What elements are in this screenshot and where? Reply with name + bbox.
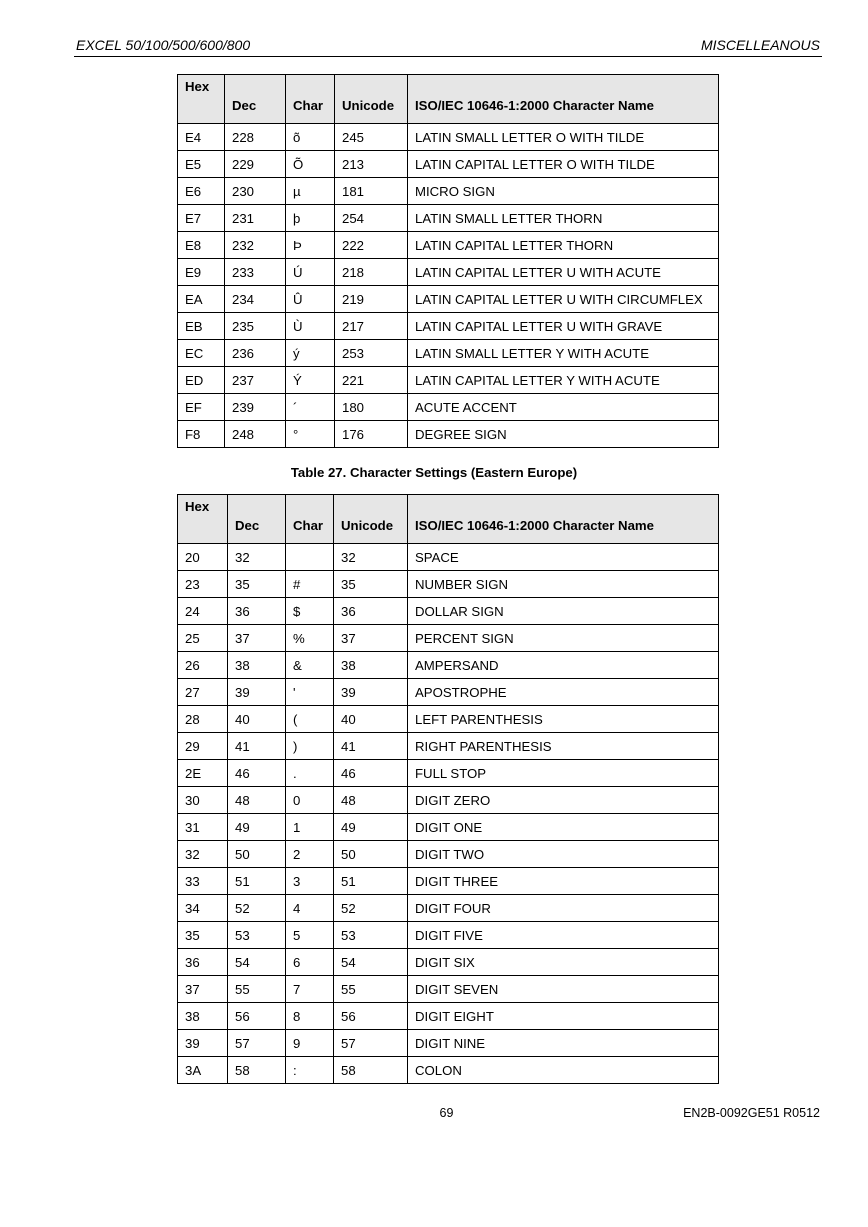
cell-dec: 36 bbox=[228, 598, 286, 625]
cell-char: # bbox=[286, 571, 334, 598]
cell-hex: 25 bbox=[178, 625, 228, 652]
cell-dec: 230 bbox=[225, 178, 286, 205]
cell-name: LATIN SMALL LETTER O WITH TILDE bbox=[408, 124, 719, 151]
table-row bbox=[178, 124, 719, 151]
cell-unicode: 39 bbox=[334, 679, 408, 706]
cell-hex: EA bbox=[178, 286, 225, 313]
cell-hex: 36 bbox=[178, 949, 228, 976]
cell-unicode: 51 bbox=[334, 868, 408, 895]
table-row bbox=[178, 868, 719, 895]
table-header-row bbox=[178, 495, 719, 544]
table-row bbox=[178, 922, 719, 949]
cell-char: ý bbox=[286, 340, 335, 367]
table-row bbox=[178, 286, 719, 313]
table-row bbox=[178, 976, 719, 1003]
cell-name: LEFT PARENTHESIS bbox=[408, 706, 719, 733]
cell-name: LATIN CAPITAL LETTER U WITH CIRCUMFLEX bbox=[408, 286, 719, 313]
cell-hex: E8 bbox=[178, 232, 225, 259]
table-body bbox=[178, 124, 719, 448]
cell-unicode: 217 bbox=[335, 313, 408, 340]
cell-char: % bbox=[286, 625, 334, 652]
cell-char: Ý bbox=[286, 367, 335, 394]
cell-dec: 239 bbox=[225, 394, 286, 421]
cell-char: Õ bbox=[286, 151, 335, 178]
table-row bbox=[178, 259, 719, 286]
cell-name: FULL STOP bbox=[408, 760, 719, 787]
cell-char: : bbox=[286, 1057, 334, 1084]
cell-unicode: 180 bbox=[335, 394, 408, 421]
table-row bbox=[178, 733, 719, 760]
cell-hex: ED bbox=[178, 367, 225, 394]
cell-unicode: 32 bbox=[334, 544, 408, 571]
cell-unicode: 58 bbox=[334, 1057, 408, 1084]
table-row bbox=[178, 421, 719, 448]
cell-dec: 46 bbox=[228, 760, 286, 787]
cell-name: PERCENT SIGN bbox=[408, 625, 719, 652]
table-row bbox=[178, 679, 719, 706]
cell-dec: 231 bbox=[225, 205, 286, 232]
cell-unicode: 53 bbox=[334, 922, 408, 949]
cell-hex: 3A bbox=[178, 1057, 228, 1084]
cell-dec: 35 bbox=[228, 571, 286, 598]
table-row bbox=[178, 895, 719, 922]
cell-name: DOLLAR SIGN bbox=[408, 598, 719, 625]
cell-name: DIGIT SIX bbox=[408, 949, 719, 976]
cell-unicode: 52 bbox=[334, 895, 408, 922]
col-header-dec: Dec bbox=[225, 75, 286, 124]
cell-dec: 51 bbox=[228, 868, 286, 895]
cell-name: DIGIT NINE bbox=[408, 1030, 719, 1057]
table-row bbox=[178, 625, 719, 652]
cell-name: APOSTROPHE bbox=[408, 679, 719, 706]
cell-hex: 30 bbox=[178, 787, 228, 814]
cell-dec: 56 bbox=[228, 1003, 286, 1030]
running-header-section: MISCELLEANOUS bbox=[700, 37, 820, 53]
cell-unicode: 37 bbox=[334, 625, 408, 652]
cell-char: 1 bbox=[286, 814, 334, 841]
cell-hex: E9 bbox=[178, 259, 225, 286]
cell-dec: 236 bbox=[225, 340, 286, 367]
cell-dec: 41 bbox=[228, 733, 286, 760]
table-caption: Table 27. Character Settings (Eastern Europe) bbox=[290, 465, 578, 480]
cell-dec: 49 bbox=[228, 814, 286, 841]
cell-name: LATIN CAPITAL LETTER Y WITH ACUTE bbox=[408, 367, 719, 394]
cell-unicode: 254 bbox=[335, 205, 408, 232]
cell-unicode: 46 bbox=[334, 760, 408, 787]
cell-hex: EF bbox=[178, 394, 225, 421]
col-header-unicode: Unicode bbox=[334, 495, 408, 544]
cell-dec: 50 bbox=[228, 841, 286, 868]
cell-dec: 32 bbox=[228, 544, 286, 571]
cell-hex: 38 bbox=[178, 1003, 228, 1030]
document-id: EN2B-0092GE51 R0512 bbox=[683, 1106, 820, 1120]
cell-unicode: 222 bbox=[335, 232, 408, 259]
cell-unicode: 54 bbox=[334, 949, 408, 976]
cell-char: õ bbox=[286, 124, 335, 151]
table-body bbox=[178, 544, 719, 1084]
cell-dec: 232 bbox=[225, 232, 286, 259]
cell-hex: 28 bbox=[178, 706, 228, 733]
cell-char: & bbox=[286, 652, 334, 679]
cell-dec: 235 bbox=[225, 313, 286, 340]
cell-unicode: 218 bbox=[335, 259, 408, 286]
cell-hex: E5 bbox=[178, 151, 225, 178]
cell-char: $ bbox=[286, 598, 334, 625]
cell-name: DIGIT TWO bbox=[408, 841, 719, 868]
cell-hex: EB bbox=[178, 313, 225, 340]
cell-unicode: 40 bbox=[334, 706, 408, 733]
cell-hex: 32 bbox=[178, 841, 228, 868]
character-table-1 bbox=[177, 74, 719, 448]
table-row bbox=[178, 232, 719, 259]
table-row bbox=[178, 178, 719, 205]
cell-name: DIGIT ZERO bbox=[408, 787, 719, 814]
running-header-title: EXCEL 50/100/500/600/800 bbox=[76, 37, 251, 53]
table-header-row bbox=[178, 75, 719, 124]
cell-char: ´ bbox=[286, 394, 335, 421]
cell-name: MICRO SIGN bbox=[408, 178, 719, 205]
cell-name: NUMBER SIGN bbox=[408, 571, 719, 598]
table-row bbox=[178, 760, 719, 787]
cell-hex: 31 bbox=[178, 814, 228, 841]
character-table-2 bbox=[177, 494, 719, 1084]
cell-char: 8 bbox=[286, 1003, 334, 1030]
cell-dec: 37 bbox=[228, 625, 286, 652]
cell-name: DIGIT ONE bbox=[408, 814, 719, 841]
cell-hex: E4 bbox=[178, 124, 225, 151]
table-row bbox=[178, 394, 719, 421]
cell-hex: 34 bbox=[178, 895, 228, 922]
col-header-unicode: Unicode bbox=[335, 75, 408, 124]
cell-unicode: 245 bbox=[335, 124, 408, 151]
cell-hex: 2E bbox=[178, 760, 228, 787]
cell-unicode: 41 bbox=[334, 733, 408, 760]
table-row bbox=[178, 205, 719, 232]
cell-name: LATIN CAPITAL LETTER O WITH TILDE bbox=[408, 151, 719, 178]
cell-char: ° bbox=[286, 421, 335, 448]
cell-dec: 228 bbox=[225, 124, 286, 151]
cell-dec: 40 bbox=[228, 706, 286, 733]
cell-dec: 233 bbox=[225, 259, 286, 286]
cell-dec: 39 bbox=[228, 679, 286, 706]
table-row bbox=[178, 313, 719, 340]
cell-char: Ú bbox=[286, 259, 335, 286]
cell-hex: F8 bbox=[178, 421, 225, 448]
table-row bbox=[178, 949, 719, 976]
cell-hex: 24 bbox=[178, 598, 228, 625]
cell-hex: 27 bbox=[178, 679, 228, 706]
cell-unicode: 48 bbox=[334, 787, 408, 814]
cell-name: DIGIT FIVE bbox=[408, 922, 719, 949]
cell-hex: E7 bbox=[178, 205, 225, 232]
cell-dec: 234 bbox=[225, 286, 286, 313]
header-rule bbox=[74, 56, 822, 57]
cell-unicode: 213 bbox=[335, 151, 408, 178]
cell-char: þ bbox=[286, 205, 335, 232]
cell-hex: 39 bbox=[178, 1030, 228, 1057]
cell-char: 6 bbox=[286, 949, 334, 976]
col-header-hex: Hex bbox=[178, 75, 225, 124]
cell-unicode: 36 bbox=[334, 598, 408, 625]
cell-name: RIGHT PARENTHESIS bbox=[408, 733, 719, 760]
cell-char: ' bbox=[286, 679, 334, 706]
cell-name: DIGIT EIGHT bbox=[408, 1003, 719, 1030]
table-row bbox=[178, 841, 719, 868]
cell-name: LATIN CAPITAL LETTER U WITH GRAVE bbox=[408, 313, 719, 340]
cell-name: COLON bbox=[408, 1057, 719, 1084]
cell-dec: 237 bbox=[225, 367, 286, 394]
cell-name: LATIN CAPITAL LETTER THORN bbox=[408, 232, 719, 259]
cell-char: µ bbox=[286, 178, 335, 205]
cell-char: 0 bbox=[286, 787, 334, 814]
cell-hex: EC bbox=[178, 340, 225, 367]
cell-unicode: 253 bbox=[335, 340, 408, 367]
cell-name: AMPERSAND bbox=[408, 652, 719, 679]
cell-char: . bbox=[286, 760, 334, 787]
col-header-hex: Hex bbox=[178, 495, 228, 544]
cell-unicode: 55 bbox=[334, 976, 408, 1003]
cell-unicode: 219 bbox=[335, 286, 408, 313]
cell-char: Û bbox=[286, 286, 335, 313]
cell-char: ( bbox=[286, 706, 334, 733]
page-number: 69 bbox=[439, 1106, 454, 1120]
col-header-char: Char bbox=[286, 75, 335, 124]
table-row bbox=[178, 1030, 719, 1057]
cell-dec: 229 bbox=[225, 151, 286, 178]
cell-name: LATIN CAPITAL LETTER U WITH ACUTE bbox=[408, 259, 719, 286]
cell-char: 5 bbox=[286, 922, 334, 949]
table-row bbox=[178, 1057, 719, 1084]
cell-name: LATIN SMALL LETTER THORN bbox=[408, 205, 719, 232]
cell-name: DIGIT SEVEN bbox=[408, 976, 719, 1003]
col-header-name: ISO/IEC 10646-1:2000 Character Name bbox=[408, 495, 719, 544]
cell-char: Ù bbox=[286, 313, 335, 340]
cell-hex: 29 bbox=[178, 733, 228, 760]
cell-dec: 54 bbox=[228, 949, 286, 976]
table-row bbox=[178, 814, 719, 841]
cell-name: LATIN SMALL LETTER Y WITH ACUTE bbox=[408, 340, 719, 367]
col-header-dec: Dec bbox=[228, 495, 286, 544]
cell-unicode: 56 bbox=[334, 1003, 408, 1030]
cell-char: 4 bbox=[286, 895, 334, 922]
cell-dec: 52 bbox=[228, 895, 286, 922]
cell-hex: 20 bbox=[178, 544, 228, 571]
table-row bbox=[178, 340, 719, 367]
cell-hex: 26 bbox=[178, 652, 228, 679]
cell-hex: 37 bbox=[178, 976, 228, 1003]
cell-char: 3 bbox=[286, 868, 334, 895]
cell-unicode: 35 bbox=[334, 571, 408, 598]
table-row bbox=[178, 1003, 719, 1030]
cell-unicode: 181 bbox=[335, 178, 408, 205]
table-row bbox=[178, 787, 719, 814]
cell-dec: 248 bbox=[225, 421, 286, 448]
table-row bbox=[178, 598, 719, 625]
cell-char: ) bbox=[286, 733, 334, 760]
cell-name: SPACE bbox=[408, 544, 719, 571]
cell-name: DIGIT FOUR bbox=[408, 895, 719, 922]
cell-name: ACUTE ACCENT bbox=[408, 394, 719, 421]
col-header-char: Char bbox=[286, 495, 334, 544]
cell-unicode: 221 bbox=[335, 367, 408, 394]
table-row bbox=[178, 544, 719, 571]
cell-dec: 55 bbox=[228, 976, 286, 1003]
cell-hex: 23 bbox=[178, 571, 228, 598]
cell-unicode: 176 bbox=[335, 421, 408, 448]
cell-dec: 38 bbox=[228, 652, 286, 679]
cell-name: DEGREE SIGN bbox=[408, 421, 719, 448]
cell-char: Þ bbox=[286, 232, 335, 259]
table-row bbox=[178, 367, 719, 394]
cell-unicode: 50 bbox=[334, 841, 408, 868]
col-header-name: ISO/IEC 10646-1:2000 Character Name bbox=[408, 75, 719, 124]
cell-unicode: 57 bbox=[334, 1030, 408, 1057]
table-row bbox=[178, 571, 719, 598]
cell-char: 9 bbox=[286, 1030, 334, 1057]
cell-dec: 53 bbox=[228, 922, 286, 949]
cell-dec: 57 bbox=[228, 1030, 286, 1057]
cell-char: 2 bbox=[286, 841, 334, 868]
cell-hex: 35 bbox=[178, 922, 228, 949]
cell-hex: E6 bbox=[178, 178, 225, 205]
cell-dec: 58 bbox=[228, 1057, 286, 1084]
cell-name: DIGIT THREE bbox=[408, 868, 719, 895]
cell-char: 7 bbox=[286, 976, 334, 1003]
cell-dec: 48 bbox=[228, 787, 286, 814]
table-row bbox=[178, 706, 719, 733]
cell-unicode: 49 bbox=[334, 814, 408, 841]
table-row bbox=[178, 151, 719, 178]
cell-hex: 33 bbox=[178, 868, 228, 895]
table-row bbox=[178, 652, 719, 679]
cell-unicode: 38 bbox=[334, 652, 408, 679]
cell-char bbox=[286, 544, 334, 571]
